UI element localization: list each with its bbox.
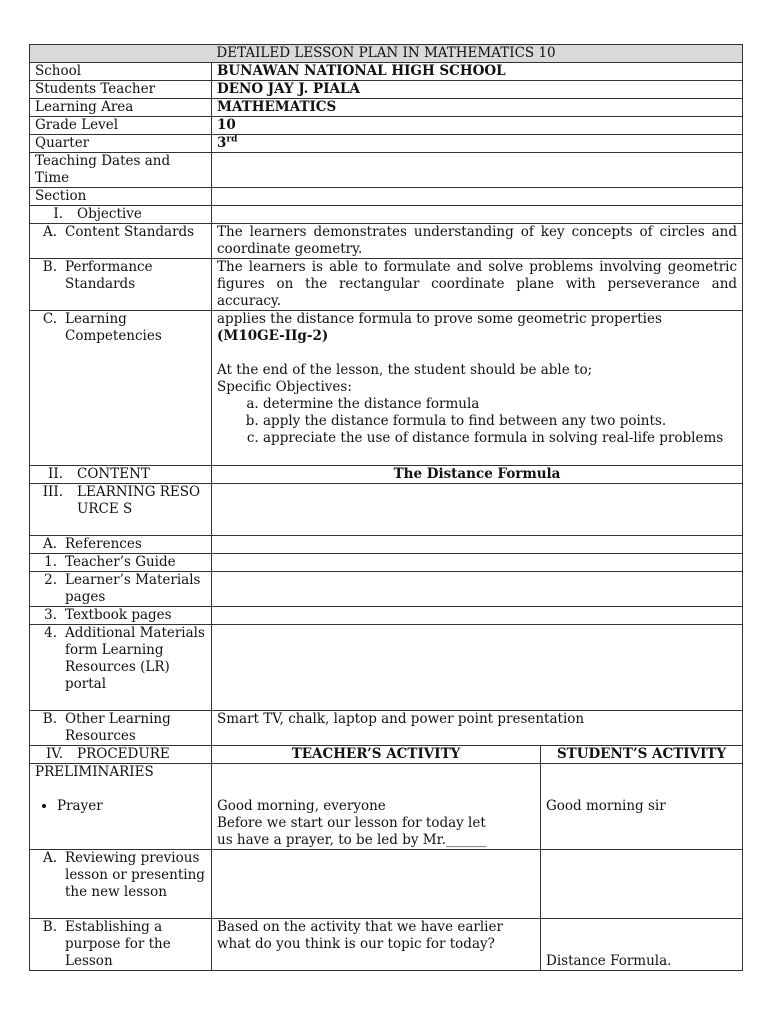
info-label: Learning Area xyxy=(30,99,212,117)
item-letter: A. xyxy=(42,536,57,552)
section-label: LEARNING RESOURCE S xyxy=(77,484,201,517)
info-row-teacher xyxy=(30,81,743,99)
item-number: 3. xyxy=(44,607,57,623)
content-row xyxy=(30,466,743,484)
procedure-header-row xyxy=(30,746,743,764)
teacher-line: Good morning, everyone xyxy=(217,798,386,814)
info-row-section xyxy=(30,188,743,206)
prayer-label: • Prayer xyxy=(57,798,206,815)
specific-objectives-label: Specific Objectives: xyxy=(217,379,352,395)
competencies-cell xyxy=(212,311,743,466)
item-label: Establishing a purpose for the Lesson xyxy=(65,919,171,969)
item-label: Learner’s Materials pages xyxy=(65,572,201,605)
item-label: Other Learning Resources xyxy=(65,711,171,744)
item-letter: B. xyxy=(42,711,57,727)
quarter-suffix: rd xyxy=(226,134,238,145)
establishing-row xyxy=(30,919,743,971)
info-value: DENO JAY J. PIALA xyxy=(212,81,743,99)
info-row-school xyxy=(30,63,743,81)
resource-row-additional xyxy=(30,625,743,711)
document-title: DETAILED LESSON PLAN IN MATHEMATICS 10 xyxy=(30,45,743,63)
resource-row-learners-materials xyxy=(30,572,743,607)
quarter-number: 3 xyxy=(217,135,227,151)
info-row-quarter xyxy=(30,135,743,153)
info-row-grade xyxy=(30,117,743,135)
section-number: I. xyxy=(53,206,63,222)
section-number: III. xyxy=(42,484,63,500)
info-label: Section xyxy=(30,188,212,206)
section-number: II. xyxy=(48,466,63,482)
performance-standards-row xyxy=(30,259,743,311)
info-label: Grade Level xyxy=(30,117,212,135)
info-value xyxy=(212,188,743,206)
resource-row-teachers-guide xyxy=(30,554,743,572)
item-label: Content Standards xyxy=(65,224,195,240)
content-value: The Distance Formula xyxy=(212,466,743,484)
item-label: Textbook pages xyxy=(65,607,172,623)
student-response: Good morning sir xyxy=(546,798,666,814)
other-resources-row xyxy=(30,711,743,746)
section-label: PROCEDURE xyxy=(77,746,170,762)
objective-item: c. appreciate the use of distance formula in solving real-life problems xyxy=(263,430,737,447)
item-label: Reviewing previous lesson or presenting the new lesson xyxy=(65,850,205,900)
content-standards-text: The learners demonstrates understanding of key concepts of circles and coordinate geometry. xyxy=(212,224,743,259)
other-resources-value: Smart TV, chalk, laptop and power point presentation xyxy=(212,711,743,746)
teacher-line: us have a prayer, to be led by Mr.______ xyxy=(217,832,487,848)
content-standards-row xyxy=(30,224,743,259)
learning-resources-row xyxy=(30,484,743,536)
teacher-activity-header: TEACHER’S ACTIVITY xyxy=(212,746,541,764)
specific-objectives-list xyxy=(217,396,737,447)
info-label: Teaching Dates and Time xyxy=(30,153,212,188)
lesson-plan-table xyxy=(29,44,743,971)
item-letter: A. xyxy=(42,224,57,240)
objective-row xyxy=(30,206,743,224)
item-letter: A. xyxy=(42,850,57,866)
item-letter: B. xyxy=(42,259,57,275)
info-row-area xyxy=(30,99,743,117)
info-label: Students Teacher xyxy=(30,81,212,99)
objectives-intro: At the end of the lesson, the student should be able to; xyxy=(217,362,593,378)
item-letter: C. xyxy=(42,311,57,327)
resource-row-textbook xyxy=(30,607,743,625)
info-label: Quarter xyxy=(30,135,212,153)
objective-item: b. apply the distance formula to find between any two points. xyxy=(263,413,737,430)
performance-standards-text: The learners is able to formulate and solve problems involving geometric figures on the rectangular coordinate plane with perseverance and accuracy. xyxy=(212,259,743,311)
references-row xyxy=(30,536,743,554)
section-label: Objective xyxy=(77,206,142,222)
section-number: IV. xyxy=(45,746,63,762)
student-activity-header: STUDENT’S ACTIVITY xyxy=(541,746,743,764)
establishing-student: Distance Formula. xyxy=(541,919,743,971)
item-letter: B. xyxy=(42,919,57,935)
objective-item: a. determine the distance formula xyxy=(263,396,737,413)
section-label: CONTENT xyxy=(77,466,150,482)
info-row-dates xyxy=(30,153,743,188)
reviewing-row xyxy=(30,850,743,919)
preliminaries-row xyxy=(30,764,743,850)
item-label: References xyxy=(65,536,142,552)
info-label: School xyxy=(30,63,212,81)
info-value: 10 xyxy=(212,117,743,135)
info-value xyxy=(212,153,743,188)
competency-code: (M10GE-IIg-2) xyxy=(217,328,329,344)
info-value: MATHEMATICS xyxy=(212,99,743,117)
preliminaries-label: PRELIMINARIES xyxy=(35,764,154,780)
competencies-row xyxy=(30,311,743,466)
item-number: 4. xyxy=(44,625,57,641)
establishing-teacher: Based on the activity that we have earlier what do you think is our topic for today? xyxy=(212,919,541,971)
preliminaries-list xyxy=(35,798,206,815)
competency-text: applies the distance formula to prove some geometric properties xyxy=(217,311,662,327)
item-number: 1. xyxy=(44,554,57,570)
title-row xyxy=(30,45,743,63)
item-label: Additional Materials form Learning Resources (LR) portal xyxy=(65,625,205,692)
info-value xyxy=(212,135,743,153)
item-label: Teacher’s Guide xyxy=(65,554,176,570)
item-label: Performance Standards xyxy=(65,259,153,292)
item-number: 2. xyxy=(44,572,57,588)
teacher-line: Before we start our lesson for today let xyxy=(217,815,486,831)
info-value: BUNAWAN NATIONAL HIGH SCHOOL xyxy=(212,63,743,81)
item-label: Learning Competencies xyxy=(65,311,162,344)
